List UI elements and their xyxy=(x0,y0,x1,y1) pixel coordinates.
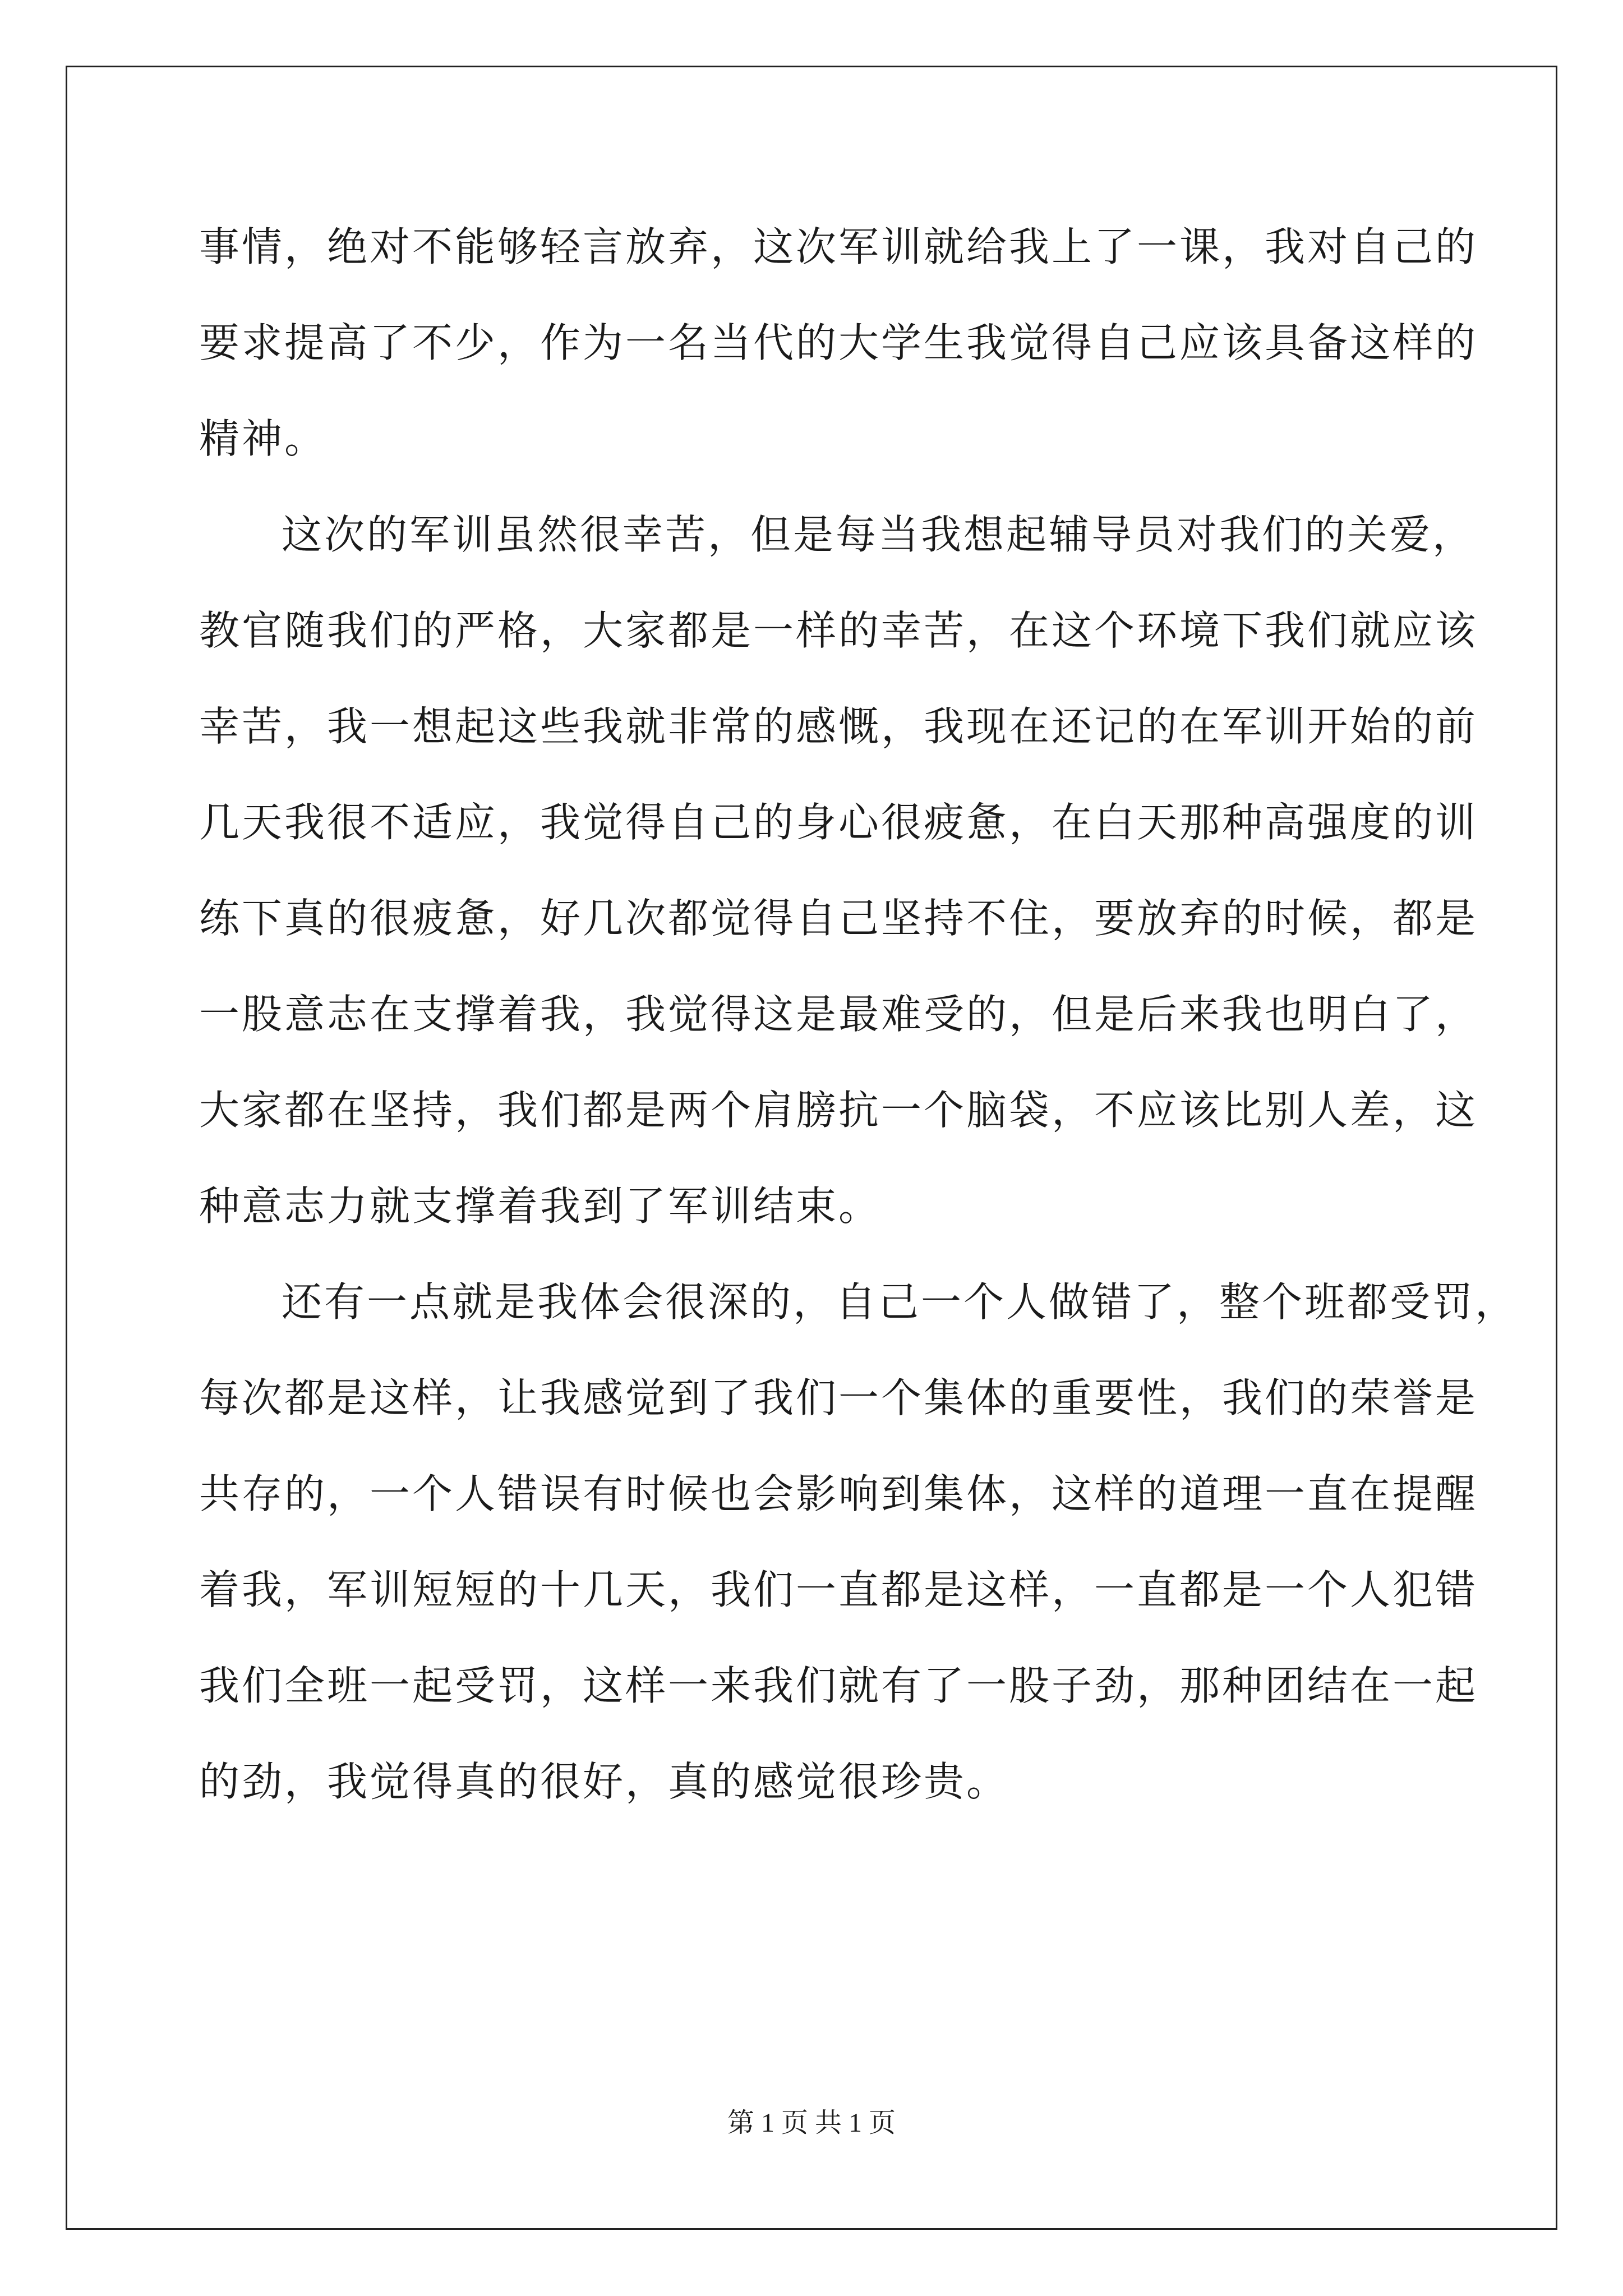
text-line: 种意志力就支撑着我到了军训结束。 xyxy=(199,1182,882,1230)
text-line: 我们全班一起受罚，这样一来我们就有了一股子劲，那种团结在一起 xyxy=(199,1662,1478,1709)
text-line: 教官随我们的严格，大家都是一样的幸苦，在这个环境下我们就应该 xyxy=(199,607,1478,654)
text-line: 幸苦，我一想起这些我就非常的感慨，我现在还记的在军训开始的前 xyxy=(199,703,1478,750)
text-line: 的劲，我觉得真的很好，真的感觉很珍贵。 xyxy=(199,1758,1009,1805)
text-line: 每次都是这样，让我感觉到了我们一个集体的重要性，我们的荣誉是 xyxy=(199,1374,1478,1421)
page-number-footer: 第 1 页 共 1 页 xyxy=(727,2108,896,2138)
text-line: 共存的，一个人错误有时候也会影响到集体，这样的道理一直在提醒 xyxy=(199,1470,1478,1517)
document-body xyxy=(199,199,1518,1830)
paragraph-start-line: 还有一点就是我体会很深的，自己一个人做错了，整个班都受罚， xyxy=(282,1278,1518,1326)
text-line: 一股意志在支撑着我，我觉得这是最难受的，但是后来我也明白了， xyxy=(199,991,1478,1038)
text-line: 几天我很不适应，我觉得自己的身心很疲惫，在白天那种高强度的训 xyxy=(199,799,1478,846)
text-line: 要求提高了不少，作为一名当代的大学生我觉得自己应该具备这样的 xyxy=(199,319,1478,366)
text-line: 精神。 xyxy=(199,415,328,462)
text-line: 大家都在坚持，我们都是两个肩膀抗一个脑袋，不应该比别人差，这 xyxy=(199,1087,1478,1134)
text-line: 着我，军训短短的十几天，我们一直都是这样，一直都是一个人犯错 xyxy=(199,1566,1478,1613)
text-line: 事情，绝对不能够轻言放弃，这次军训就给我上了一课，我对自己的 xyxy=(199,223,1478,270)
text-line: 练下真的很疲惫，好几次都觉得自己坚持不住，要放弃的时候，都是 xyxy=(199,895,1478,942)
paragraph-start-line: 这次的军训虽然很幸苦，但是每当我想起辅导员对我们的关爱， xyxy=(282,511,1476,558)
